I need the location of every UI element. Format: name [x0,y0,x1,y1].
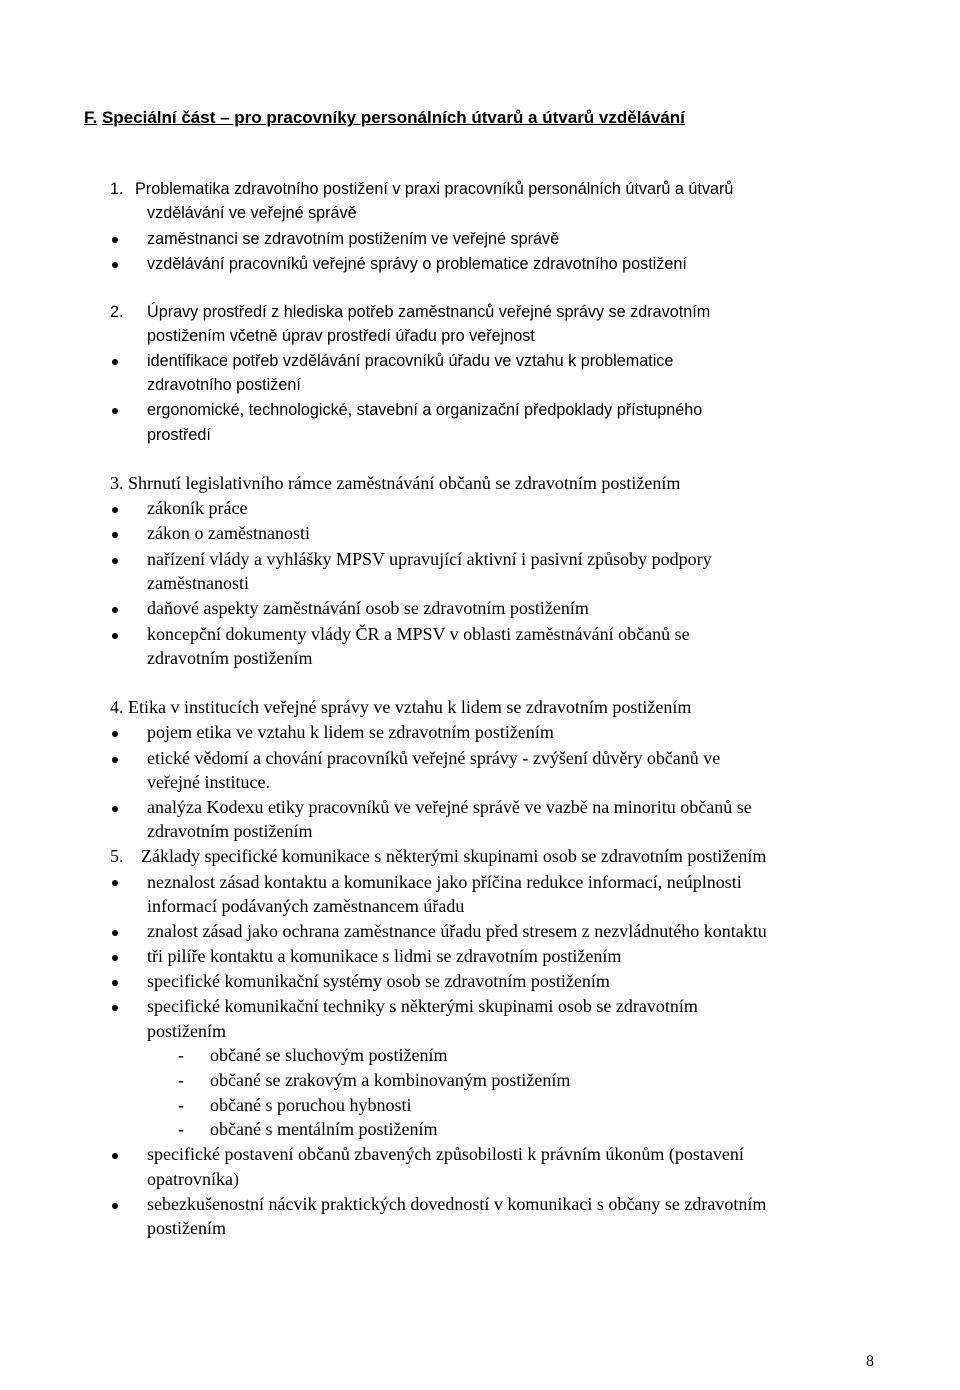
heading-title: Speciální část – pro pracovníky personálních útvarů a útvarů vzdělávání [101,108,685,127]
topic-title-line: Úpravy prostředí z hlediska potřeb zaměstnanců veřejné správy se zdravotním [147,303,711,321]
sub-item: občané se zrakovým a kombinovaným postižením [210,1070,571,1090]
list-item-continuation: postižením [147,1218,226,1238]
topic-title-line: postižením včetně úprav prostředí úřadu pro veřejnost [147,327,535,345]
list-item-continuation: zdravotním postižením [147,648,313,668]
topic-title-line: vzdělávání ve veřejné správě [147,204,357,222]
page-number: 8 [866,1353,874,1370]
list-item: nařízení vlády a vyhlášky MPSV upravující aktivní i pasivní způsoby podpory [147,549,712,569]
list-item: tři pilíře kontaktu a komunikace s lidmi se zdravotním postižením [147,946,622,966]
bullet [112,532,118,538]
section-heading [84,108,904,128]
list-item: pojem etika ve vztahu k lidem se zdravotním postižením [147,722,554,742]
list-item-continuation: postižením [147,1021,226,1041]
topic-title-line: Etika v institucích veřejné správy ve vztahu k lidem se zdravotním postižením [128,697,692,717]
list-item: daňové aspekty zaměstnávání osob se zdravotním postižením [147,598,589,618]
bullet [112,880,118,886]
topic-title-line: Problematika zdravotního postižení v praxi pracovníků personálních útvarů a útvarů [135,180,734,198]
list-item: sebezkušenostní nácvik praktických dovedností v komunikaci s občany se zdravotním [147,1194,767,1214]
bullet [112,930,118,936]
topic-title-line: Základy specifické komunikace s některými skupinami osob se zdravotním postižením [141,846,767,866]
bullet [112,1153,118,1159]
bullet [112,262,118,268]
bullet [112,1005,118,1011]
list-item-continuation: informací podávaných zaměstnancem úřadu [147,896,465,916]
bullet [112,408,118,414]
sub-item: občané se sluchovým postižením [210,1045,448,1065]
list-item: identifikace potřeb vzdělávání pracovníků úřadu ve vztahu k problematice [147,352,674,370]
topic-number: 2. [110,303,124,321]
list-item: neznalost zásad kontaktu a komunikace jako příčina redukce informací, neúplnosti [147,872,742,892]
sub-item: občané s mentálním postižením [210,1119,438,1139]
list-item-continuation: zdravotním postižením [147,821,313,841]
list-item: zákoník práce [147,498,248,518]
bullet [112,507,118,513]
list-item-continuation: prostředí [147,426,211,444]
list-item-continuation: veřejné instituce. [147,772,270,792]
sub-item-dash: - [178,1070,184,1090]
list-item: znalost zásad jako ochrana zaměstnance úřadu před stresem z nezvládnutého kontaktu [147,921,767,941]
bullet [112,359,118,365]
bullet [112,757,118,763]
list-item: vzdělávání pracovníků veřejné správy o problematice zdravotního postižení [147,255,687,273]
bullet [112,806,118,812]
bullet [112,558,118,564]
bullet [112,633,118,639]
list-item: etické vědomí a chování pracovníků veřejné správy - zvýšení důvěry občanů ve [147,748,721,768]
sub-item-dash: - [178,1119,184,1139]
sub-item-dash: - [178,1045,184,1065]
list-item: zákon o zaměstnanosti [147,523,310,543]
bullet [112,607,118,613]
bullet [112,980,118,986]
heading-prefix: F. [84,108,98,127]
list-item: koncepční dokumenty vlády ČR a MPSV v oblasti zaměstnávání občanů se [147,624,690,644]
list-item: zaměstnanci se zdravotním postižením ve veřejné správě [147,230,560,248]
bullet [112,1203,118,1209]
list-item: specifické komunikační techniky s některými skupinami osob se zdravotním [147,996,698,1016]
topic-number: 3. [110,473,124,493]
topic-number: 1. [110,180,124,198]
sub-item-dash: - [178,1095,184,1115]
list-item: ergonomické, technologické, stavební a organizační předpoklady přístupného [147,401,703,419]
bullet [112,237,118,243]
list-item: specifické postavení občanů zbavených způsobilosti k právním úkonům (postavení [147,1144,744,1164]
sub-item: občané s poruchou hybnosti [210,1095,412,1115]
list-item-continuation: opatrovníka) [147,1169,239,1189]
bullet [112,955,118,961]
list-item-continuation: zdravotního postižení [147,376,301,394]
topic-title-line: Shrnutí legislativního rámce zaměstnávání občanů se zdravotním postižením [128,473,681,493]
list-item-continuation: zaměstnanosti [147,573,249,593]
bullet [112,731,118,737]
topic-number: 4. [110,697,124,717]
list-item: specifické komunikační systémy osob se zdravotním postižením [147,971,610,991]
topic-number: 5. [110,846,124,866]
list-item: analýza Kodexu etiky pracovníků ve veřejné správě ve vazbě na minoritu občanů se [147,797,752,817]
